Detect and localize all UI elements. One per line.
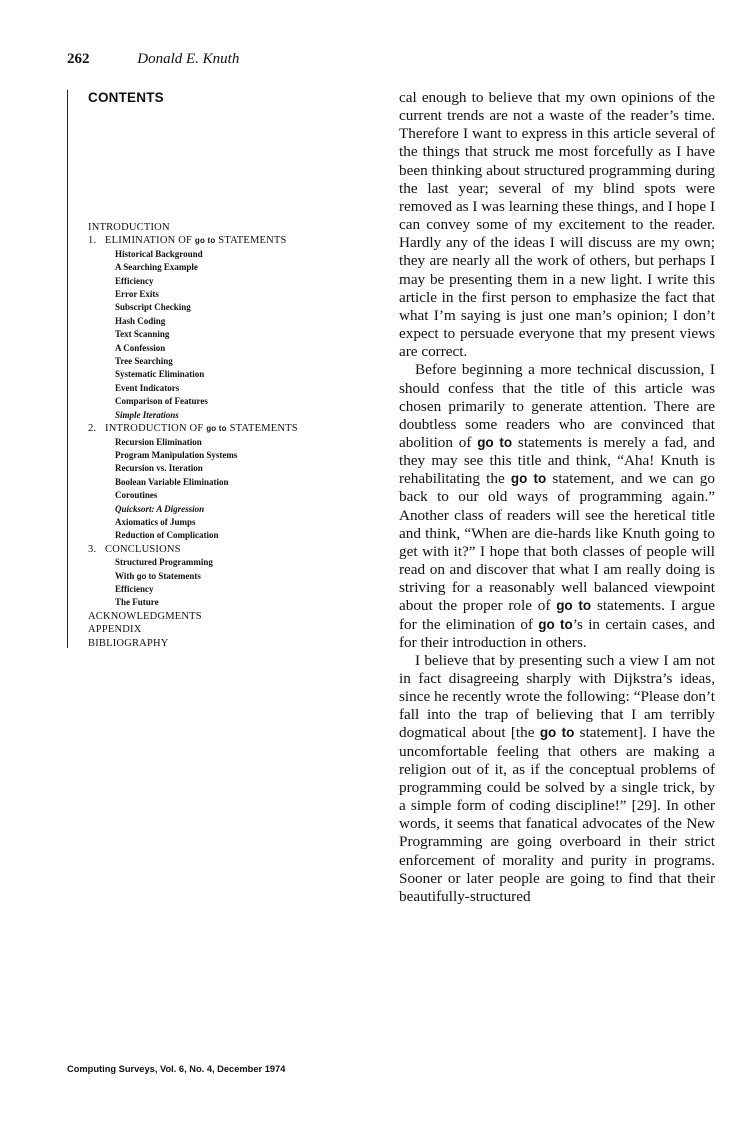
toc-subentry	[88, 248, 358, 261]
text-run: statements. I argue for the elimination of	[399, 597, 715, 633]
toc-label: A Searching Example	[115, 262, 198, 273]
toc-label: Text Scanning	[115, 329, 170, 340]
toc-label: With	[115, 570, 137, 581]
toc-label: Event Indicators	[115, 382, 180, 393]
body-paragraph	[399, 652, 715, 906]
running-head	[67, 51, 239, 68]
toc-label: STATEMENTS	[226, 423, 298, 435]
toc-entry	[88, 623, 358, 636]
toc-subentry	[88, 301, 358, 314]
toc-subentry	[88, 368, 358, 381]
toc-subentry	[88, 596, 358, 609]
goto-keyword: go to	[206, 424, 227, 434]
toc-subentry	[88, 355, 358, 368]
toc-label: Tree Searching	[115, 356, 173, 367]
toc-entry	[88, 221, 358, 234]
goto-keyword: go to	[194, 236, 216, 246]
body-paragraph	[399, 89, 715, 361]
toc-label: ACKNOWLEDGMENTS	[88, 610, 202, 622]
toc-subentry	[88, 328, 358, 341]
toc-label: Efficiency	[115, 583, 154, 594]
contents-title: CONTENTS	[88, 90, 164, 105]
toc-label: Recursion vs. Iteration	[115, 463, 203, 474]
toc-subentry	[88, 570, 358, 583]
toc-label: APPENDIX	[88, 624, 142, 636]
toc-subentry	[88, 516, 358, 529]
toc-label: Structured Programming	[115, 557, 213, 568]
goto-keyword: go to	[539, 725, 575, 741]
toc-label: INTRODUCTION	[88, 222, 170, 233]
toc-subentry	[88, 529, 358, 542]
text-run: statement, and we can go back to our old ways of programming again.” Another class of readers will see the heretical title and think, “When are die-hards like Knuth going to get with it?” I hope that both classes of people will read on and discover that what I am really doing is striving for a reasonably well balanced viewpoint about the proper role of	[399, 470, 715, 615]
page-number: 262	[67, 51, 90, 67]
toc-label: Boolean Variable Elimination	[115, 476, 229, 487]
contents-box	[67, 90, 363, 648]
toc-label: Efficiency	[115, 275, 154, 286]
goto-keyword: go to	[556, 598, 592, 614]
text-run: I believe that by presenting such a view I am not in fact disagreeing sharply with Dijkstra’s ideas, since he recently wrote the following: “Please don’t fall into the trap of believing that I am terribly dogmatical about [the	[399, 651, 715, 742]
text-run: cal enough to believe that my own opinions of the current trends are not a waste of the reader’s time. Therefore I want to express in this article several of the things that struck me most forcefully as I have been thinking about structured programming during the last year; several of my blind spots were removed as I was learning these things, and I hope I can convey some of my excitement to the reader. Hardly any of the ideas I will discuss are my own; they are nearly all the work of others, but perhaps I may be presenting them in a new light. I write this article in the first person to emphasize the fact that what I’m saying is just one man’s opinion; I don’t expect to persuade everyone that my present views are correct.	[399, 89, 715, 361]
toc-subentry	[88, 342, 358, 355]
toc-label: The Future	[115, 597, 159, 608]
toc-label: A Confession	[115, 342, 166, 353]
toc-label: Reduction of Complication	[115, 530, 219, 541]
journal-citation: Computing Surveys, Vol. 6, No. 4, December 1974	[67, 1064, 286, 1074]
toc-section-number: 2.	[88, 423, 97, 435]
toc-subentry	[88, 436, 358, 449]
article-body	[399, 89, 715, 906]
toc-section-number: 3.	[88, 543, 97, 555]
toc-subentry	[88, 275, 358, 288]
toc-subentry	[88, 261, 358, 274]
toc-subentry	[88, 556, 358, 569]
toc-subentry	[88, 462, 358, 475]
toc-label: Coroutines	[115, 490, 158, 501]
toc-label: ELIMINATION OF	[105, 235, 195, 247]
toc-subentry	[88, 583, 358, 596]
toc-label: Program Manipulation Systems	[115, 449, 238, 460]
toc-section-number: 1.	[88, 235, 97, 247]
toc-entry	[88, 637, 358, 650]
toc-label: Historical Background	[115, 248, 203, 259]
toc-label: Hash Coding	[115, 315, 166, 326]
goto-keyword: go to	[510, 471, 547, 487]
toc-subentry	[88, 489, 358, 502]
toc-label: Recursion Elimination	[115, 436, 202, 447]
toc-label: Quicksort: A Digression	[115, 503, 205, 514]
goto-keyword: go to	[136, 571, 157, 581]
toc-entry	[88, 234, 358, 247]
body-paragraph	[399, 361, 715, 652]
text-run: statements is merely a fad, and they may see this title and think, “Aha! Knuth is rehabilitating the	[399, 433, 715, 488]
table-of-contents	[88, 221, 358, 650]
toc-entry	[88, 543, 358, 556]
toc-label: INTRODUCTION OF	[105, 423, 207, 435]
toc-subentry	[88, 395, 358, 408]
toc-subentry	[88, 382, 358, 395]
goto-keyword: go to	[477, 434, 513, 450]
toc-label: BIBLIOGRAPHY	[88, 637, 169, 649]
toc-label: Comparison of Features	[115, 396, 208, 407]
toc-subentry	[88, 409, 358, 422]
toc-subentry	[88, 449, 358, 462]
toc-label: STATEMENTS	[215, 235, 287, 247]
text-run: Before beginning a more technical discussion, I should confess that the title of this article was chosen primarily to generate attention. There are doubtless some readers who are convinced that abolition of	[399, 361, 715, 451]
toc-subentry	[88, 288, 358, 301]
text-run: statement]. I have the uncomfortable feeling that others are making a religion out of it, as if the conceptual problems of programming could be solved by a single trick, by a simple form of coding discipline!” [29]. In other words, it seems that fanatical advocates of the New Programming are going overboard in their strict enforcement of morality and purity in programs. Sooner or later people are going to find that their beautifully-structured	[399, 724, 715, 905]
toc-entry	[88, 422, 358, 435]
toc-label: Statements	[156, 570, 201, 581]
toc-label: Axiomatics of Jumps	[115, 516, 196, 527]
text-run: ’s in certain cases, and for their introduction in others.	[399, 615, 715, 651]
toc-label: Simple Iterations	[115, 409, 179, 420]
author-name: Donald E. Knuth	[137, 51, 240, 67]
goto-keyword: go to	[538, 616, 573, 632]
toc-entry	[88, 610, 358, 623]
toc-subentry	[88, 503, 358, 516]
toc-label: Systematic Elimination	[115, 369, 205, 380]
toc-label: Error Exits	[115, 289, 159, 300]
toc-subentry	[88, 476, 358, 489]
toc-subentry	[88, 315, 358, 328]
toc-label: CONCLUSIONS	[105, 543, 181, 555]
toc-label: Subscript Checking	[115, 302, 191, 313]
